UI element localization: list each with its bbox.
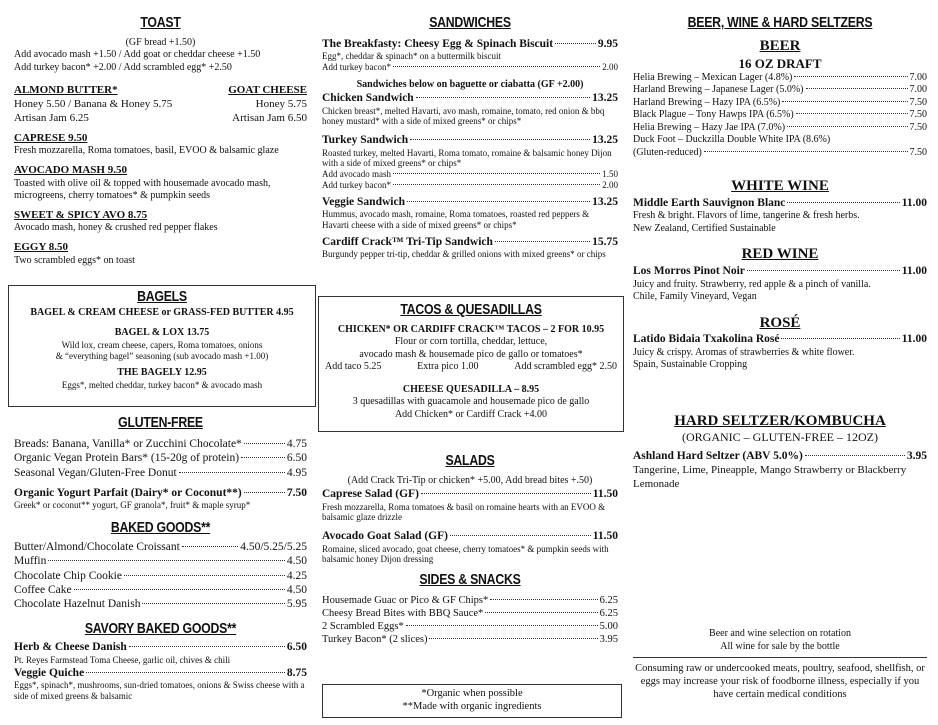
cardiff-sandwich-item: Cardiff Crack™ Tri-Tip Sandwich 15.75 (322, 235, 618, 248)
turkey-add-bacon: Add turkey bacon* 2.00 (322, 179, 618, 190)
sides-list (322, 594, 618, 647)
rotation-note-1: Beer and wine selection on rotation (709, 628, 851, 639)
list-item: Chocolate Hazelnut Danish 5.95 (14, 598, 307, 611)
footnote-organic: *Organic when possible (421, 688, 523, 699)
quesadilla-desc-1: 3 quesadillas with guacamole and housemade pico de gallo (352, 396, 590, 408)
white-wine-desc-1: Fresh & bright. Flavors of lime, tangerine & fresh herbs. (633, 210, 860, 222)
breakfasty-item: The Breakfasty: Cheesy Egg & Spinach Biscuit 9.95 (322, 37, 618, 50)
avocado-goat-salad-desc: Romaine, sliced avocado, goat cheese, cherry tomatoes* & pumpkin seeds with balsamic honey Dijon dressing (322, 543, 609, 565)
avocado-goat-salad-item: Avocado Goat Salad (GF) 11.50 (322, 530, 618, 543)
list-item: Breads: Banana, Vanilla* or Zucchini Chocolate* 4.75 (14, 437, 307, 450)
breakfasty-desc: Egg*, cheddar & spinach* on a buttermilk biscuit (322, 51, 501, 62)
list-item: Coffee Cake 4.50 (14, 583, 307, 596)
eggy-desc: Two scrambled eggs* on toast (14, 254, 135, 266)
list-item: Chocolate Chip Cookie 4.25 (14, 569, 307, 582)
list-item: Muffin 4.50 (14, 555, 307, 568)
goat-cheese-line2: Artisan Jam 6.50 (232, 111, 307, 124)
seltzer-subtitle: (ORGANIC – GLUTEN-FREE – 12OZ) (682, 430, 878, 445)
herb-danish-desc: Pt. Reyes Farmstead Toma Cheese, garlic oil, chives & chili (14, 654, 231, 665)
veggie-sandwich-desc: Hummus, avocado mash, romaine, Roma tomatoes, roasted red peppers & Havarti cheese with a side of mixed greens* or chips* (322, 209, 590, 230)
turkey-sandwich-item: Turkey Sandwich 13.25 (322, 134, 618, 147)
list-item: Helia Brewing – Mexican Lager (4.8%) 7.00 (633, 71, 927, 83)
white-wine-desc-2: New Zealand, Certified Sustainable (633, 222, 776, 234)
almond-butter-line1: Honey 5.50 / Banana & Honey 5.75 (14, 98, 173, 110)
beer-title: BEER (759, 37, 801, 54)
toast-title: TOAST (140, 14, 181, 31)
bagely-title: THE BAGELY 12.95 (117, 367, 207, 379)
list-item: Harland Brewing – Japanese Lager (5.0%) 7.00 (633, 84, 927, 96)
white-wine-title: WHITE WINE (731, 178, 829, 195)
food-safety-warning: Consuming raw or undercooked meats, poultry, seafood, shellfish, or eggs may increase your risk of foodborne illness, especially if you have certain medical conditions (635, 663, 925, 701)
red-wine-title: RED WINE (741, 246, 819, 263)
bagels-title: BAGELS (137, 288, 187, 305)
list-item: Housemade Guac or Pico & GF Chips* 6.25 (322, 594, 618, 606)
goat-cheese-line1: Honey 5.75 (255, 98, 307, 110)
caprese-toast-desc: Fresh mozzarella, Roma tomatoes, basil, EVOO & balsamic glaze (14, 145, 279, 157)
red-wine-desc-2: Chile, Family Vineyard, Vegan (633, 291, 757, 302)
list-item: Helia Brewing – Hazy Jae IPA (7.0%) 7.50 (633, 121, 927, 133)
red-wine-item: Los Morros Pinot Noir 11.00 (633, 265, 927, 278)
rose-desc-1: Juicy & crispy. Aromas of strawberries & white flower. (633, 346, 855, 358)
list-item: Butter/Almond/Chocolate Croissant 4.50/5.25/5.25 (14, 540, 307, 553)
tacos-addons (319, 361, 623, 374)
bagel-lox-desc-2: & “everything bagel” seasoning (sub avocado mash +1.00) (55, 350, 269, 361)
veggie-quiche-desc: Eggs*, spinach*, mushrooms, sun-dried tomatoes, onions & Swiss cheese with a side of mixed greens & balsamic (14, 679, 305, 701)
tacos-title: TACOS & QUESADILLAS (400, 301, 542, 318)
caprese-toast-title: CAPRESE 9.50 (14, 131, 88, 144)
drinks-title: BEER, WINE & HARD SELTZERS (687, 14, 873, 31)
caprese-salad-item: Caprese Salad (GF) 11.50 (322, 488, 618, 501)
chicken-sandwich-item: Chicken Sandwich 13.25 (322, 92, 618, 105)
list-item: Seasonal Vegan/Gluten-Free Donut 4.95 (14, 466, 307, 479)
tacos-item-title: CHICKEN* OR CARDIFF CRACK™ TACOS – 2 FOR 10.95 (337, 323, 605, 335)
sweet-spicy-title: SWEET & SPICY AVO 8.75 (14, 208, 148, 221)
beer-list (633, 72, 927, 160)
quesadilla-desc-2: Add Chicken* or Cardiff Crack +4.00 (394, 408, 548, 420)
bagels-box (8, 285, 316, 407)
bagel-lox-title: BAGEL & LOX 13.75 (114, 327, 210, 339)
savory-baked-title: SAVORY BAKED GOODS** (84, 619, 237, 637)
column-left (14, 8, 307, 267)
toast-spreads (14, 84, 307, 125)
list-item: Harland Brewing – Hazy IPA (6.5%) 7.50 (633, 96, 927, 108)
rotation-note-2: All wine for sale by the bottle (720, 640, 840, 652)
turkey-add-avocado: Add avocado mash 1.50 (322, 169, 618, 180)
tacos-desc-2: avocado mash & housemade pico de gallo or tomatoes* (359, 348, 583, 360)
list-item: Cheesy Bread Bites with BBQ Sauce* 6.25 (322, 608, 618, 620)
goat-cheese-title: GOAT CHEESE (228, 84, 307, 97)
column-right (633, 8, 927, 491)
breakfasty-add: Add turkey bacon* 2.00 (322, 61, 618, 72)
column-middle (322, 8, 618, 260)
column-right-footer (633, 628, 927, 701)
avocado-mash-desc: Toasted with olive oil & topped with housemade avocado mash, microgreens, cherry tomatoes* & pumpkin seeds (14, 177, 271, 201)
add-taco: Add taco 5.25 (325, 361, 382, 373)
duckzilla-line1: Duck Foot – Duckzilla Double White IPA (8.6%) (633, 134, 831, 146)
veggie-sandwich-item: Veggie Sandwich 13.25 (322, 195, 618, 208)
extra-pico: Extra pico 1.00 (417, 361, 479, 373)
parfait-item: Organic Yogurt Parfait (Dairy* or Coconut**) 7.50 (14, 486, 307, 499)
salads-note: (Add Crack Tri-Tip or chicken* +5.00, Add bread bites +.50) (347, 474, 593, 486)
sandwiches-title: SANDWICHES (429, 14, 511, 31)
ashland-item: Ashland Hard Seltzer (ABV 5.0%) 3.95 (633, 450, 927, 463)
seltzer-title: HARD SELTZER/KOMBUCHA (674, 412, 886, 429)
red-wine-desc-1: Juicy and fruity. Strawberry, red apple & a pinch of vanilla. (633, 278, 871, 290)
parfait-desc: Greek* or coconut** yogurt, GF granola*, fruit* & maple syrup* (14, 500, 251, 511)
footnote-organic-ingredients: **Made with organic ingredients (402, 701, 542, 713)
sides-title: SIDES & SNACKS (419, 571, 521, 589)
baked-goods-list (14, 540, 307, 612)
herb-danish-item: Herb & Cheese Danish 6.50 (14, 641, 307, 654)
duckzilla-line2: (Gluten-reduced) 7.50 (633, 146, 927, 158)
turkey-sandwich-desc: Roasted turkey, melted Havarti, Roma tomato, romaine & balsamic honey Dijon with a side of mixed greens* or chips* (322, 147, 612, 169)
list-item: Organic Vegan Protein Bars* (15-20g of protein) 6.50 (14, 452, 307, 465)
tacos-desc-1: Flour or corn tortilla, cheddar, lettuce, (394, 336, 548, 348)
eggy-title: EGGY 8.50 (14, 240, 68, 253)
draft-title: 16 OZ DRAFT (738, 55, 822, 71)
gluten-free-title: GLUTEN-FREE (118, 414, 203, 431)
footnote-box (322, 684, 622, 718)
bagely-desc: Eggs*, melted cheddar, turkey bacon* & avocado mash (61, 379, 263, 390)
almond-butter-title: ALMOND BUTTER* (14, 84, 118, 97)
divider (633, 657, 927, 658)
salads-title: SALADS (445, 452, 495, 469)
ashland-desc: Tangerine, Lime, Pineapple, Mango Strawberry or Blackberry Lemonade (633, 463, 907, 490)
rose-item: Latido Bidaia Txakolina Rosé 11.00 (633, 333, 927, 346)
cardiff-sandwich-desc: Burgundy pepper tri-tip, cheddar & grilled onions with mixed greens* or chips (322, 249, 606, 260)
column-middle-lower (322, 452, 618, 646)
sandwich-bread-note: Sandwiches below on baguette or ciabatta (GF +2.00) (356, 78, 584, 90)
caprese-salad-desc: Fresh mozzarella, Roma tomatoes & basil on romaine hearts with an EVOO & balsamic glaze drizzle (322, 501, 606, 523)
rose-title: ROSÉ (759, 314, 801, 331)
sweet-spicy-desc: Avocado mash, honey & crushed red pepper flakes (14, 222, 218, 234)
toast-gf-note: (GF bread +1.50) (125, 36, 196, 48)
almond-butter-line2: Artisan Jam 6.25 (14, 111, 89, 124)
bagel-lox-desc-1: Wild lox, cream cheese, capers, Roma tomatoes, onions (61, 339, 263, 350)
avocado-mash-title: AVOCADO MASH 9.50 (14, 163, 127, 176)
baked-goods-title: BAKED GOODS** (110, 519, 211, 537)
toast-addons-2: Add turkey bacon* +2.00 / Add scrambled egg* +2.50 (14, 61, 232, 73)
chicken-sandwich-desc: Chicken breast*, melted Havarti, avo mash, romaine, tomato, red onion & bbq honey mustard* with a side of mixed greens* or chips* (322, 105, 605, 127)
toast-addons-1: Add avocado mash +1.50 / Add goat or cheddar cheese +1.50 (14, 49, 261, 61)
column-left-lower (14, 414, 307, 702)
rose-desc-2: Spain, Sustainable Cropping (633, 359, 748, 371)
tacos-box (318, 296, 624, 432)
veggie-quiche-item: Veggie Quiche 8.75 (14, 666, 307, 679)
list-item: Turkey Bacon* (2 slices) 3.95 (322, 634, 618, 646)
white-wine-item: Middle Earth Sauvignon Blanc 11.00 (633, 197, 927, 209)
gluten-free-list (14, 437, 307, 480)
bagel-cream-cheese: BAGEL & CREAM CHEESE or GRASS-FED BUTTER 4.95 (30, 306, 294, 318)
add-egg: Add scrambled egg* 2.50 (514, 361, 617, 373)
list-item: 2 Scrambled Eggs* 5.00 (322, 621, 618, 633)
quesadilla-title: CHEESE QUESADILLA – 8.95 (402, 383, 540, 395)
list-item: Black Plague – Tony Hawps IPA (6.5%) 7.50 (633, 109, 927, 121)
